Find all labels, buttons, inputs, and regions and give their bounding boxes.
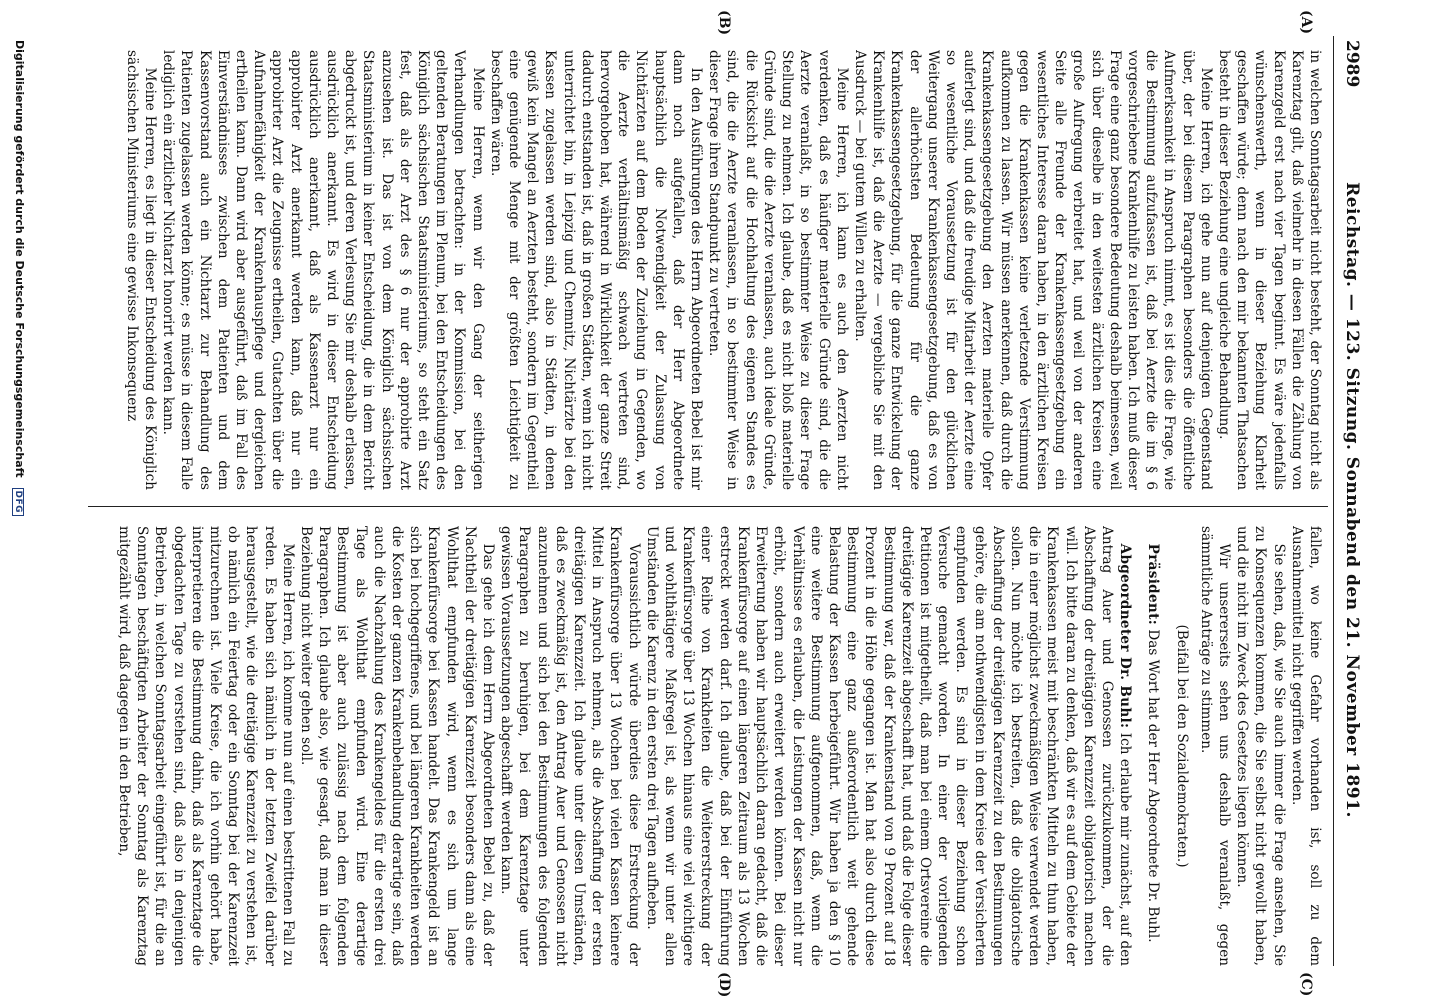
- margin-marker-a: (A): [1298, 10, 1314, 35]
- footer: [12, 40, 26, 640]
- page-number: 2989: [1342, 40, 1362, 88]
- page-header: [1336, 40, 1366, 960]
- column-divider: [88, 506, 1328, 507]
- president-text: Das Wort hat der Herr Abgeordnete Dr. Buhl.: [1145, 629, 1162, 943]
- header-rule: [1333, 36, 1334, 966]
- president-paragraph: [1144, 526, 1162, 966]
- paragraph: Meine Herren, ich kann es auch den Aerzten nicht verdenken, daß es häufiger materielle Gründe sind, die die Aerzte veranlaßt, in so bestimmter Weise zu dieser Frage Stellung zu nehmen. Ich glaube, daß es nicht bloß materielle Gründe sind, die die Aerzte veranlassen, auch ideale Gründe, die Rücksicht auf die Hochhaltung des eigenen Standes es sind, die die Aerzte veranlassen, in so bestimmter Weise in dieser Frage ihren Standpunkt zu vertreten.: [706, 50, 850, 490]
- paragraph: Meine Herren, ich gehe nun auf denjenigen Gegenstand über, der bei diesem Paragraphen besonders die öffentliche Aufmerksamkeit in Anspruch nimmt, es ist dies die Frage, wie die Bestimmung aufzufassen ist, daß bei Aerzte die im § 6 vorgeschriebene Krankenhilfe zu leisten haben. Ich muß dieser Frage eine ganz besondere Bedeutung deshalb beimessen, weil sich über dieselbe in den weitesten ärztlichen Kreisen eine große Aufregung verbreitet hat, und weil von der anderen Seite alle Freunde der Krankenkassengesetzgebung ein wesentliches Interesse daran haben, in den ärztlichen Kreisen gegen die Krankenkassen keine verletzende Verstimmung aufkommen zu lassen. Wir müssen anerkennen, daß durch die Krankenkassengesetzgebung den Aerzten materielle Opfer auferlegt sind, und daß die freudige Mitarbeit der Aerzte eine so wesentliche Voraussetzung ist für den glücklichen Weitergang unserer Krankenkassengesetzgebung, daß es von der allerhöchsten Bedeutung für die ganze Krankenkassengesetzgebung, für die ganze Entwickelung der Krankenhilfe ist, daß die Aerzte — vergebliche Sie mit den Ausdruck — bei gutem Willen zu erhalten.: [851, 50, 1214, 490]
- footer-text: Digitalisierung gefördert durch die Deutsche Forschungsgemeinschaft: [13, 40, 26, 478]
- president-label: Präsident:: [1145, 543, 1162, 626]
- margin-marker-d: (D): [716, 972, 732, 998]
- right-column: [74, 526, 1324, 966]
- speaker-text: Ich erlaube mir zunächst, auf den Antrag Auer und Genossen zurückzukommen, der die Abschaffung der dreitägigen Karenzzeit obligatorisch machen will. Ich bitte daran zu denken, daß wir es auf dem Gebiete der Krankenkassen meist mit beschränkten Mitteln zu thun haben, die in einer möglichst zweckmäßigen Weise verwendet werden sollen. Nun möchte ich bestreiten, daß die obligatorische Abschaffung der dreitägigen Karenzzeit zu den Bestimmungen gehöre, die am nothwendigsten in dem Kreise der Versicherten empfunden werden. Es sind in dieser Beziehung schon Versuche gemacht worden. In einer der vorliegenden Petitionen ist mitgetheilt, daß man bei einem Ortsvereine die dreitägige Karenzzeit abgeschafft hat, und daß die Folge dieser Bestimmung war, daß der Krankenstand von 9 Prozent auf 18 Prozent in die Höhe gegangen ist. Man hat also durch diese Bestimmung eine ganz außerordentlich weit gehende Belastung der Kassen herbeigeführt. Wir haben ja den § 10 eine weitere Bestimmung aufgenommen, daß, wenn die Verhältnisse es erlauben, die Leistungen der Kassen nicht nur erhöht, sondern auch erweitert werden können. Bei dieser Erweiterung haben wir hauptsächlich daran gedacht, daß die Krankenfürsorge auf einen längeren Zeitraum als 13 Wochen erstreckt werden darf. Ich glaube, daß bei der Einführung einer Reihe von Krankheiten die Weitererstreckung der Krankenfürsorge über 13 Wochen hinaus eine viel wichtigere und wohlthätigere Maßregel ist, als wenn wir unter allen Umständen die Karenz in den ersten drei Tagen aufheben.: [643, 526, 1134, 966]
- speaker-label: Abgeordneter Dr. Buhl:: [1117, 543, 1134, 729]
- paragraph: Wir unsererseits sehen uns deshalb veranlaßt, gegen sämmtliche Anträge zu stimmen.: [1197, 526, 1232, 966]
- page-title: Reichstag. — 123. Sitzung. Sonnabend den 21. November 1891.: [1342, 182, 1362, 818]
- left-column: [74, 50, 1324, 490]
- paragraph: fallen, wo keine Gefahr vorhanden ist, soll zu dem Ausnahmemittel nicht gegriffen werden.: [1288, 526, 1323, 966]
- paragraph: Meine Herren, ich komme nun auf einen bestrittenen Fall zu reden. Es haben sich nämlich in der letzten Zweifel darüber herausgestellt, wie die dreitägige Karenzzeit zu verstehen ist, ob nämlich ein Feiertag oder ein Sonntag bei der Karenzzeit mitzurechnen ist. Viele Kreise, die ich vorhin gehört habe, interpretieren die Bestimmung dahin, daß als Karenztage die obgedachten Tage zu verstehen sind, daß also in denjenigen Betrieben, in welchen Sonntagsarbeit eingeführt ist, für die an Sonntagen beschäftigten Arbeiter der Sonntag als Karenztag mitgezählt wird, daß dagegen in den Betrieben,: [116, 526, 296, 966]
- paragraph: Meine Herren, es liegt in dieser Entscheidung des Königlich sächsischen Ministeriums eine gewisse Inkonsequenz: [123, 50, 158, 490]
- paragraph: Sie sehen, daß, wie Sie auch immer die Frage ansehen, Sie zu Konsequenzen kommen, die Sie selbst nicht gewollt haben, und die nicht im Zweck des Gesetzes liegen können.: [1234, 526, 1287, 966]
- margin-marker-b: (B): [716, 10, 732, 36]
- paragraph: Das gehe ich dem Herrn Abgeordneten Bebel zu, daß der Nachtheil der dreitägigen Karenzzeit besonders dann als eine Wohlthat empfunden wird, wenn es sich um lange Krankenfürsorge bei Kassen handelt. Das Krankengeld ist an sich bei hochgegriffenes, und bei längeren Krankheiten werden die Kosten der ganzen Krankenbehandlung derartige sein, daß auch die Nachzahlung des Krankengeldes für die ersten drei Tage als Wohlthat empfunden wird. Eine derartige Bestimmung ist aber auch zulässig nach dem folgenden Paragraphen. Ich glaube also, wie gesagt, daß man in dieser Beziehung nicht weiter gehen soll.: [298, 526, 497, 966]
- paragraph: Meine Herren, wenn wir den Gang der seitherigen Verhandlungen betrachten: in der Kommission, bei den geltenden Beratungen im Plenum, bei den Entscheidungen des Königlich sächsischen Staatsministeriums, so steht ein Satz fest, daß als der Arzt des § 6 nur der approbirte Arzt anzusehen ist. Das ist von dem Königlich sächsischen Staatsministerium in keiner Entscheidung, die in dem Bericht abgedruckt ist, und deren Verlesung Sie mir deshalb erlassen, ausdrücklich anerkannt. Es wird in dieser Entscheidung ausdrücklich anerkannt, daß als Kassenarzt nur ein approbirter Arzt anerkannt werden kann, daß nur ein approbirter Arzt die Zeugnisse ertheilen, Gutachten über die Aufnahmefähigkeit der Krankenhauspflege und dergleichen ertheilen kann. Dann wird aber ausgeführt, daß im Fall des Einverständnisses zwischen dem Patienten und dem Kassenvorstand auch ein Nichtarzt zur Behandlung des Patienten zugelassen werden könne; es müsse in diesem Falle lediglich ein ärztlicher Nichtarzt honorirt werden kann.: [160, 50, 486, 490]
- speaker-paragraph: [643, 526, 1134, 966]
- margin-marker-c: (C): [1298, 972, 1314, 997]
- dfg-logo: DFG: [12, 488, 24, 517]
- applause-note: (Beifall bei den Sozialdemokraten.): [1173, 624, 1190, 868]
- paragraph: Voraussichtlich würde überdies diese Erstreckung der Krankenfürsorge über 13 Wochen bei vielen Kassen keinere Mittel in Anspruch nehmen, als die Abschaffung der ersten dreitägigen Karenzzeit. Ich glaube unter diesen Umständen, daß es zweckmäßig ist, den Antrag Auer und Genossen nicht anzunehmen und sich bei den Bestimmungen des folgenden Paragraphen zu beruhigen, bei dem Karenztage unter gewissen Voraussetzungen abgeschafft werden kann.: [498, 526, 642, 966]
- paragraph: in welchen Sonntagsarbeit nicht besteht, der Sonntag nicht als Karenztag gilt, daß vielmehr in diesen Fällen die Zählung von Karenzgeld erst nach vier Tagen beginnt. Es wäre jedenfalls wünschenswerth, wenn in dieser Beziehung Klarheit geschaffen würde; denn nach den mir bekannten Thatsachen besteht in dieser Beziehung eine ungleiche Behandlung.: [1215, 50, 1323, 490]
- paragraph: In den Ausführungen des Herrn Abgeordneten Bebel ist mir dann noch aufgefallen, daß der Herr Abgeordnete hauptsächlich die Notwendigkeit der Zulassung von Nichtärzten auf dem Boden der Zuziehung in Gegenden, wo die Aerzte verhältnismäßig schwach vertreten sind, hervorgehoben hat, während in Wirklichkeit der ganze Streit dadurch entstanden ist, daß in großen Städten, wenn ich nicht unterrichtet bin, in Leipzig und Chemnitz, Nichtärzte bei den Kassen zugelassen werden sind, also in Städten, in denen gewiß kein Mangel an Aerzten besteht, sondern im Gegentheil eine genügende Menge mit der größten Leichtigkeit zu beschaffen wären.: [487, 50, 705, 490]
